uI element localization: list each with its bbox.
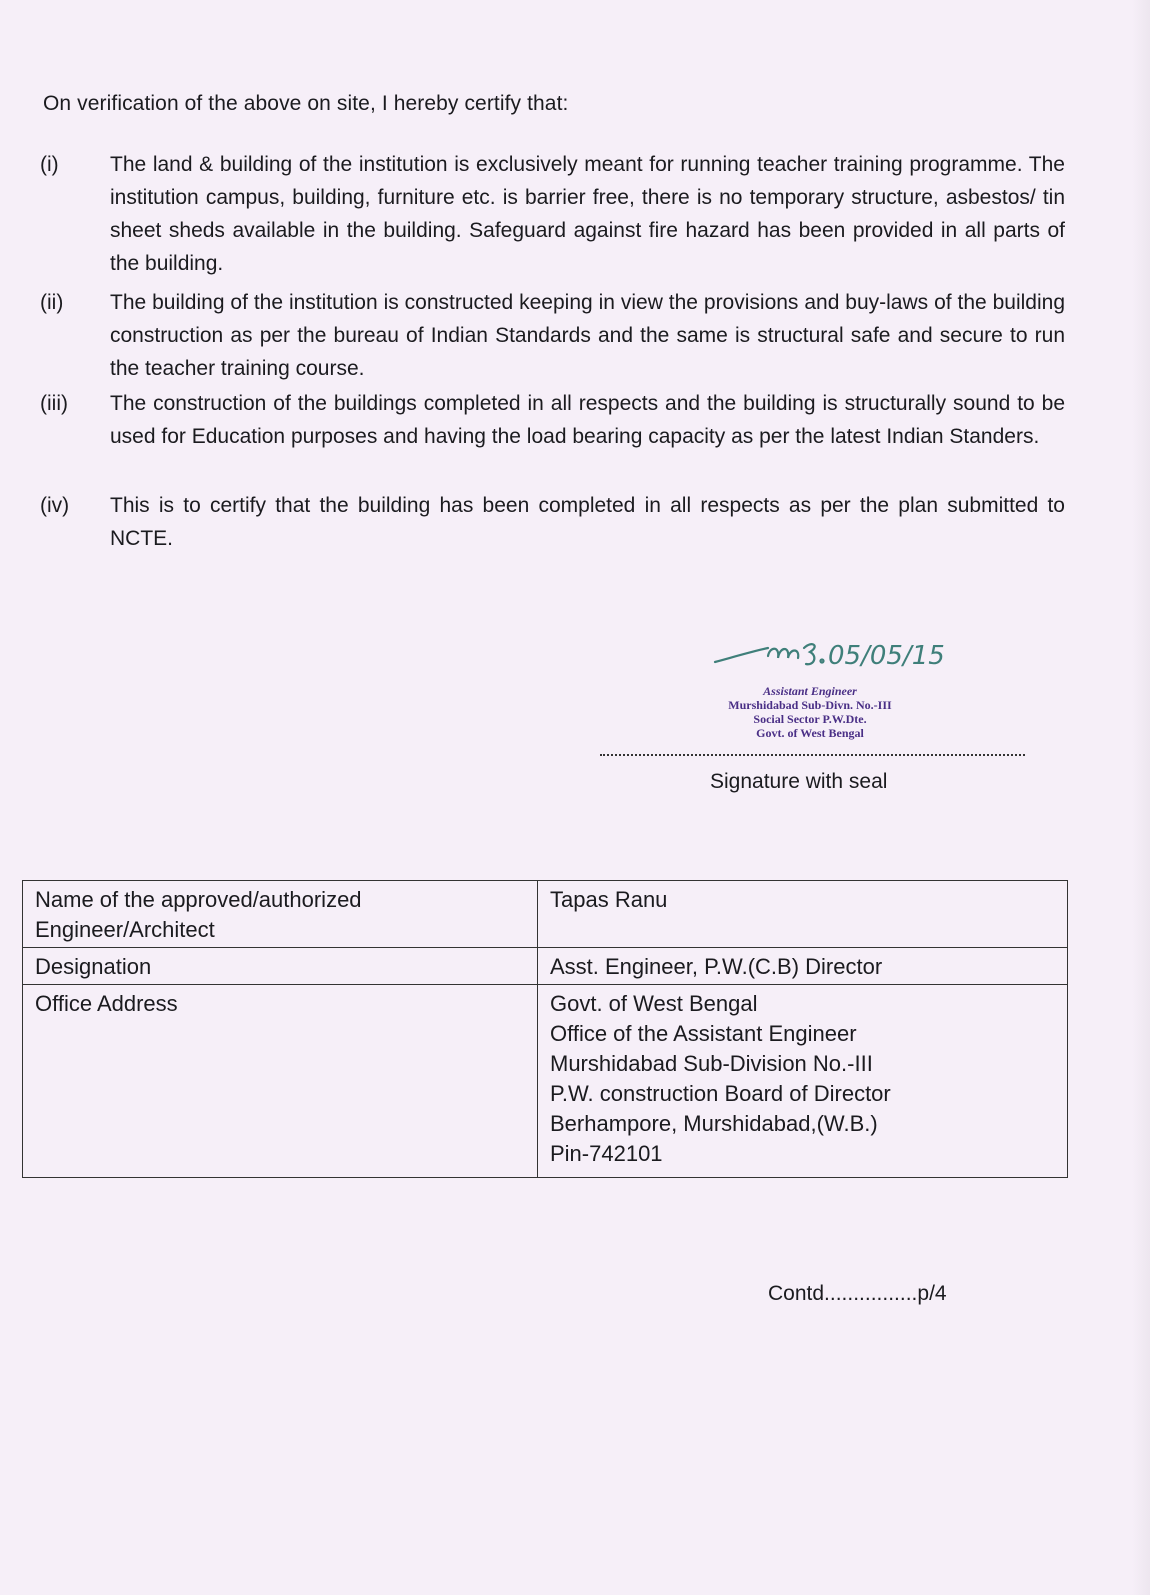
clause-text: The building of the institution is constructed keeping in view the provisions and buy-laws of the building construction as per the bureau of Indian Standards and the same is structural safe and secure to run the teacher training course. [110, 291, 1065, 380]
signature-date: 05/05/15 [828, 641, 945, 671]
clause-iii [40, 387, 1065, 453]
name-label: Name of the approved/authorized Engineer/Architect [23, 881, 538, 948]
designation-label: Designation [23, 948, 538, 985]
address-value [538, 985, 1068, 1178]
table-row [23, 985, 1068, 1178]
address-line: Govt. of West Bengal [550, 991, 758, 1016]
clause-text: The land & building of the institution is exclusively meant for running teacher training programme. The institution campus, building, furniture etc. is barrier free, there is no temporary structure, asbestos/ tin sheet sheds available in the building. Safeguard against fire hazard has been provided in all parts of the building. [110, 153, 1065, 275]
engineer-details-table [22, 880, 1068, 1178]
signature-line [600, 754, 1025, 756]
clause-number: (iv) [40, 494, 70, 517]
table-row [23, 881, 1068, 948]
address-line: Office of the Assistant Engineer [550, 1021, 857, 1046]
official-seal [680, 684, 940, 740]
address-line: P.W. construction Board of Director [550, 1081, 891, 1106]
clause-text: The construction of the buildings completed in all respects and the building is structurally sound to be used for Education purposes and having the load bearing capacity as per the latest Indian Standers. [110, 392, 1065, 448]
continued-note: Contd................p/4 [768, 1282, 947, 1305]
seal-line: Govt. of West Bengal [756, 726, 864, 740]
signature-block [600, 628, 1040, 808]
seal-line: Assistant Engineer [763, 684, 857, 698]
page-edge [1132, 0, 1150, 1595]
table-row [23, 948, 1068, 985]
name-value: Tapas Ranu [538, 881, 1068, 948]
address-line: Murshidabad Sub-Division No.-III [550, 1051, 873, 1076]
clause-number: (iii) [40, 392, 68, 415]
address-line: Berhampore, Murshidabad,(W.B.) [550, 1111, 878, 1136]
clause-number: (i) [40, 153, 59, 176]
address-label: Office Address [23, 985, 538, 1178]
clause-iv [40, 489, 1065, 555]
clause-text: This is to certify that the building has been completed in all respects as per the plan submitted to NCTE. [110, 494, 1065, 550]
clause-i [40, 148, 1065, 280]
handwritten-signature [710, 628, 990, 678]
seal-line: Social Sector P.W.Dte. [753, 712, 867, 726]
clause-ii [40, 286, 1065, 385]
seal-line: Murshidabad Sub-Divn. No.-III [728, 698, 892, 712]
designation-value: Asst. Engineer, P.W.(C.B) Director [538, 948, 1068, 985]
certification-intro: On verification of the above on site, I hereby certify that: [43, 92, 569, 115]
signature-label: Signature with seal [710, 770, 888, 793]
clause-number: (ii) [40, 291, 64, 314]
address-line: Pin-742101 [550, 1141, 663, 1166]
